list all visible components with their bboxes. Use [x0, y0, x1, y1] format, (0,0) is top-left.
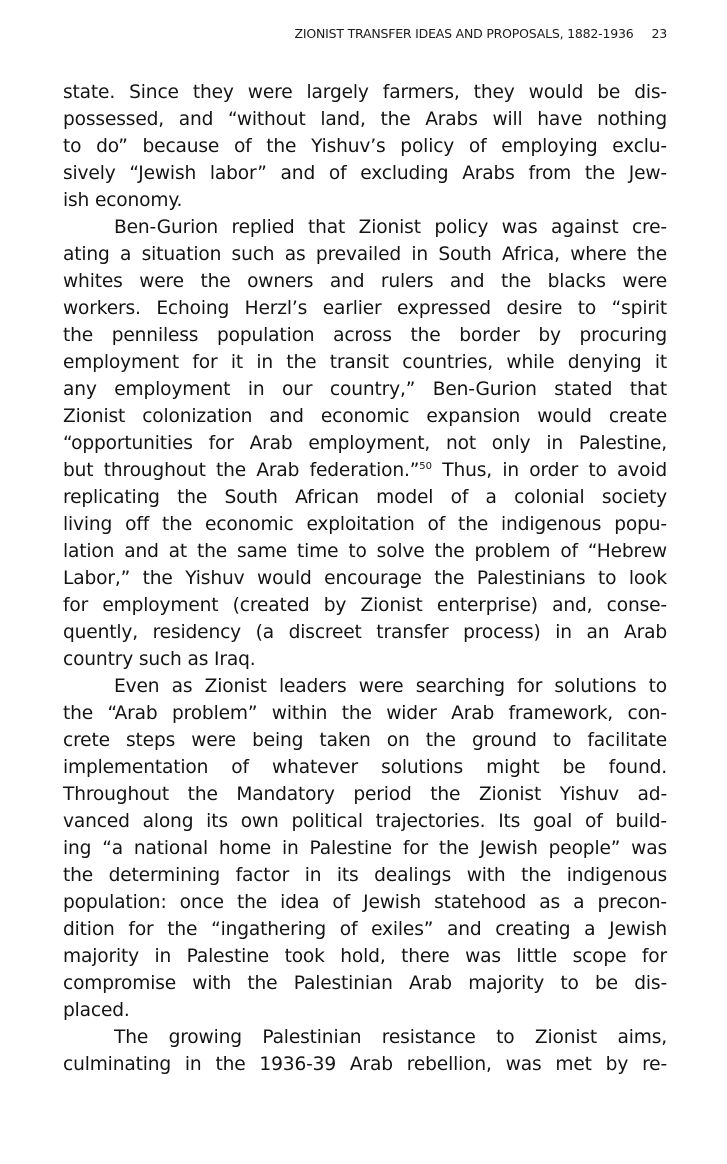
paragraph	[63, 79, 667, 214]
text-line: lation and at the same time to solve the problem of “Hebrew	[63, 541, 667, 562]
running-head	[0, 26, 667, 41]
text-line: quently, residency (a discreet transfer process) in an Arab	[63, 622, 667, 643]
text-line: Ben-Gurion replied that Zionist policy was against cre-	[114, 217, 667, 238]
text-line: implementation of whatever solutions might be found.	[63, 757, 667, 778]
text-line: compromise with the Palestinian Arab majority to be dis-	[63, 973, 667, 994]
text-line: but throughout the Arab federation.”	[63, 460, 420, 481]
text-line: whites were the owners and rulers and the blacks were	[63, 271, 667, 292]
running-head-title: ZIONIST TRANSFER IDEAS AND PROPOSALS, 1882-1936	[294, 26, 634, 41]
text-line-with-footnote	[63, 457, 667, 484]
paragraph	[63, 214, 667, 673]
text-line: workers. Echoing Herzl’s earlier expressed desire to “spirit	[63, 298, 667, 319]
text-line: population: once the idea of Jewish statehood as a precon-	[63, 892, 667, 913]
text-line: to do” because of the Yishuv’s policy of employing exclu-	[63, 136, 667, 157]
text-line: Zionist colonization and economic expansion would create	[63, 406, 667, 427]
text-line: The growing Palestinian resistance to Zionist aims,	[114, 1027, 667, 1048]
text-line: the determining factor in its dealings with the indigenous	[63, 865, 667, 886]
text-line: sively “Jewish labor” and of excluding Arabs from the Jew-	[63, 163, 667, 184]
paragraph	[63, 1024, 667, 1078]
text-line: majority in Palestine took hold, there was little scope for	[63, 946, 667, 967]
text-line-continuation: Thus, in order to avoid	[442, 460, 668, 481]
text-line: culminating in the 1936-39 Arab rebellion, was met by re-	[63, 1054, 667, 1075]
text-line: employment for it in the transit countries, while denying it	[63, 352, 667, 373]
footnote-reference[interactable]: 50	[419, 461, 432, 472]
text-line: living off the economic exploitation of the indigenous popu-	[63, 514, 667, 535]
paragraph	[63, 673, 667, 1024]
text-line: state. Since they were largely farmers, they would be dis-	[63, 82, 667, 103]
text-line: any employment in our country,” Ben-Gurion stated that	[63, 379, 667, 400]
page-body	[63, 79, 667, 1078]
text-line: country such as Iraq.	[63, 649, 256, 670]
text-line: dition for the “ingathering of exiles” and creating a Jewish	[63, 919, 667, 940]
text-line: ish economy.	[63, 190, 183, 211]
text-line: “opportunities for Arab employment, not only in Palestine,	[63, 433, 667, 454]
text-line: possessed, and “without land, the Arabs will have nothing	[63, 109, 667, 130]
text-line: vanced along its own political trajectories. Its goal of build-	[63, 811, 667, 832]
text-line: for employment (created by Zionist enterprise) and, conse-	[63, 595, 667, 616]
text-line: the penniless population across the border by procuring	[63, 325, 667, 346]
text-line: Throughout the Mandatory period the Zionist Yishuv ad-	[63, 784, 667, 805]
text-line: Even as Zionist leaders were searching for solutions to	[114, 676, 667, 697]
text-line: placed.	[63, 1000, 130, 1021]
text-line: replicating the South African model of a colonial society	[63, 487, 667, 508]
text-line: the “Arab problem” within the wider Arab framework, con-	[63, 703, 667, 724]
page-number: 23	[651, 26, 667, 41]
text-line: ating a situation such as prevailed in South Africa, where the	[63, 244, 667, 265]
text-line: Labor,” the Yishuv would encourage the Palestinians to look	[63, 568, 667, 589]
text-line: ing “a national home in Palestine for the Jewish people” was	[63, 838, 667, 859]
text-line: crete steps were being taken on the ground to facilitate	[63, 730, 667, 751]
